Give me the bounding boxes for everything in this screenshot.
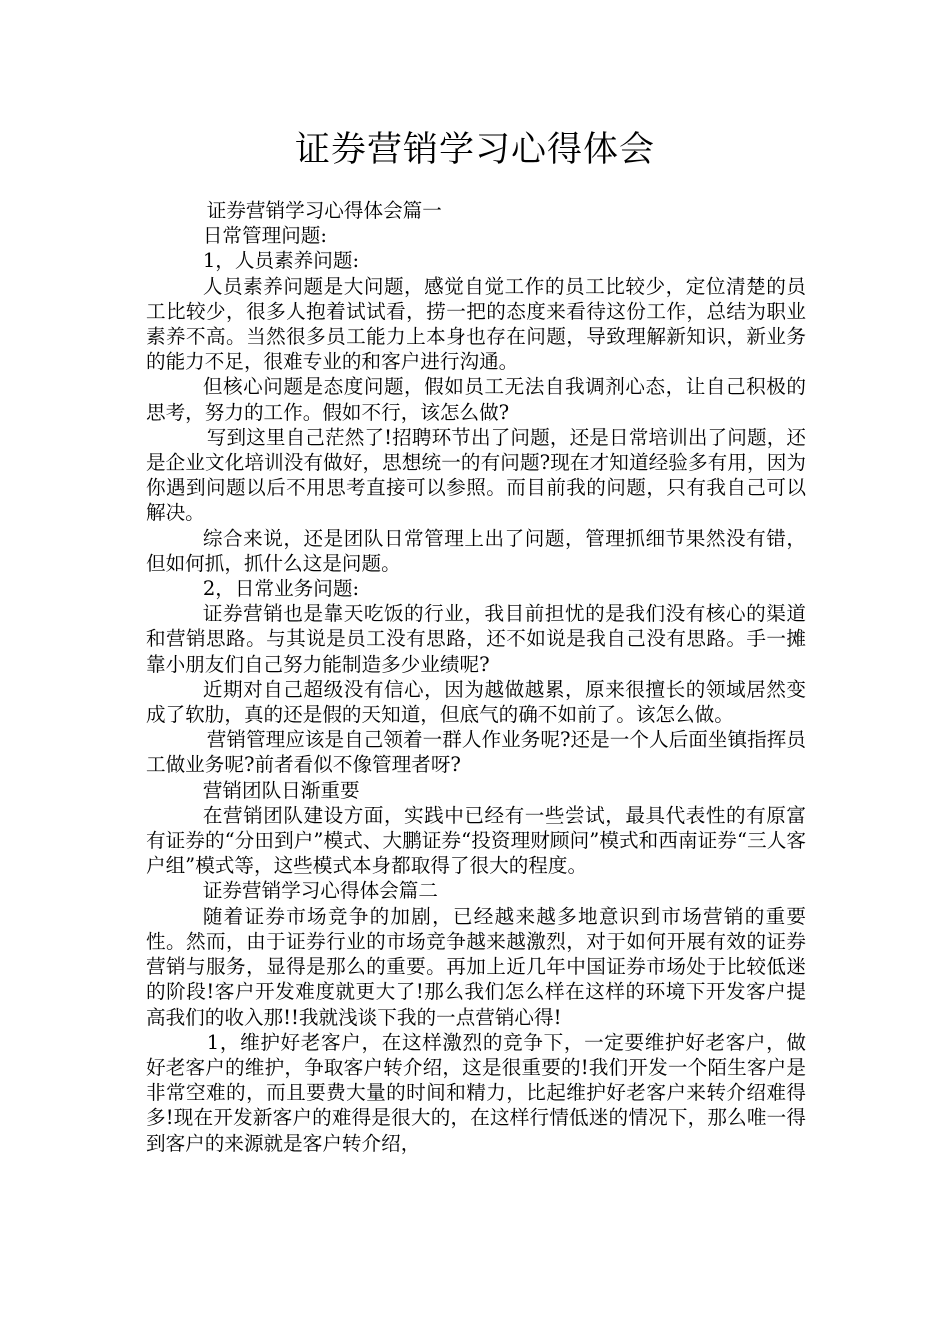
body-paragraph: 综合来说，还是团队日常管理上出了问题，管理抓细节果然没有错，但如何抓，抓什么这是问题。 [146, 526, 806, 575]
body-paragraph: 证券营销也是靠天吃饭的行业，我目前担忧的是我们没有核心的渠道和营销思路。与其说是员工没有思路，还不如说是我自己没有思路。手一摊靠小朋友们自己努力能制造多少业绩呢? [146, 602, 806, 676]
document-title: 证券营销学习心得体会 [294, 130, 655, 170]
section-heading: 证券营销学习心得体会篇二 [202, 879, 438, 903]
body-paragraph: 但核心问题是态度问题，假如员工无法自我调剂心态，让自己积极的思考，努力的工作。假如不行，该怎么做? [146, 375, 806, 424]
body-paragraph: 营销管理应该是自己领着一群人作业务呢?还是一个人后面坐镇指挥员工做业务呢?前者看似不像管理者呀? [146, 728, 806, 777]
body-paragraph: 近期对自己超级没有信心，因为越做越累，原来很擅长的领域居然变成了软肋，真的还是假的天知道，但底气的确不如前了。该怎么做。 [146, 677, 806, 727]
subheading-line: 营销团队日渐重要 [202, 778, 360, 802]
body-paragraph: 写到这里自己茫然了!招聘环节出了问题，还是日常培训出了问题，还是企业文化培训没有做好，思想统一的有问题?现在才知道经验多有用，因为你遇到问题以后不用思考直接可以参照。而目前我的问题，只有我自己可以解决。 [146, 425, 806, 525]
document-body [146, 198, 806, 1156]
subheading-line: 日常管理问题: [202, 224, 327, 248]
body-paragraph: 人员素养问题是大问题，感觉自觉工作的员工比较少，定位清楚的员工比较少，很多人抱着试试看，捞一把的态度来看待这份工作，总结为职业素养不高。当然很多员工能力上本身也存在问题，导致理解新知识，新业务的能力不足，很难专业的和客户进行沟通。 [146, 274, 806, 374]
subheading-line: 1，人员素养问题: [202, 249, 360, 273]
section-heading: 证券营销学习心得体会篇一 [206, 199, 442, 222]
body-paragraph: 1，维护好老客户，在这样激烈的竞争下，一定要维护好老客户，做好老客户的维护，争取客户转介绍，这是很重要的!我们开发一个陌生客户是非常空难的，而且要费大量的时间和精力，比起维护好老客户来转介绍难得多!现在开发新客户的难得是很大的，在这样行情低迷的情况下，那么唯一得到客户的来源就是客户转介绍， [146, 1030, 806, 1155]
subheading-line: 2，日常业务问题: [202, 577, 360, 601]
body-paragraph: 随着证券市场竞争的加剧，已经越来越多地意识到市场营销的重要性。然而，由于证券行业的市场竞争越来越激烈，对于如何开展有效的证券营销与服务，显得是那么的重要。再加上近几年中国证券市场处于比较低迷的阶段!客户开发难度就更大了!那么我们怎么样在这样的环境下开发客户提高我们的收入那!!我就浅谈下我的一点营销心得! [146, 904, 806, 1029]
body-paragraph: 在营销团队建设方面，实践中已经有一些尝试，最具代表性的有原富有证券的“分田到户”模式、大鹏证券“投资理财顾问”模式和西南证券“三人客户组”模式等，这些模式本身都取得了很大的程度。 [146, 803, 806, 878]
